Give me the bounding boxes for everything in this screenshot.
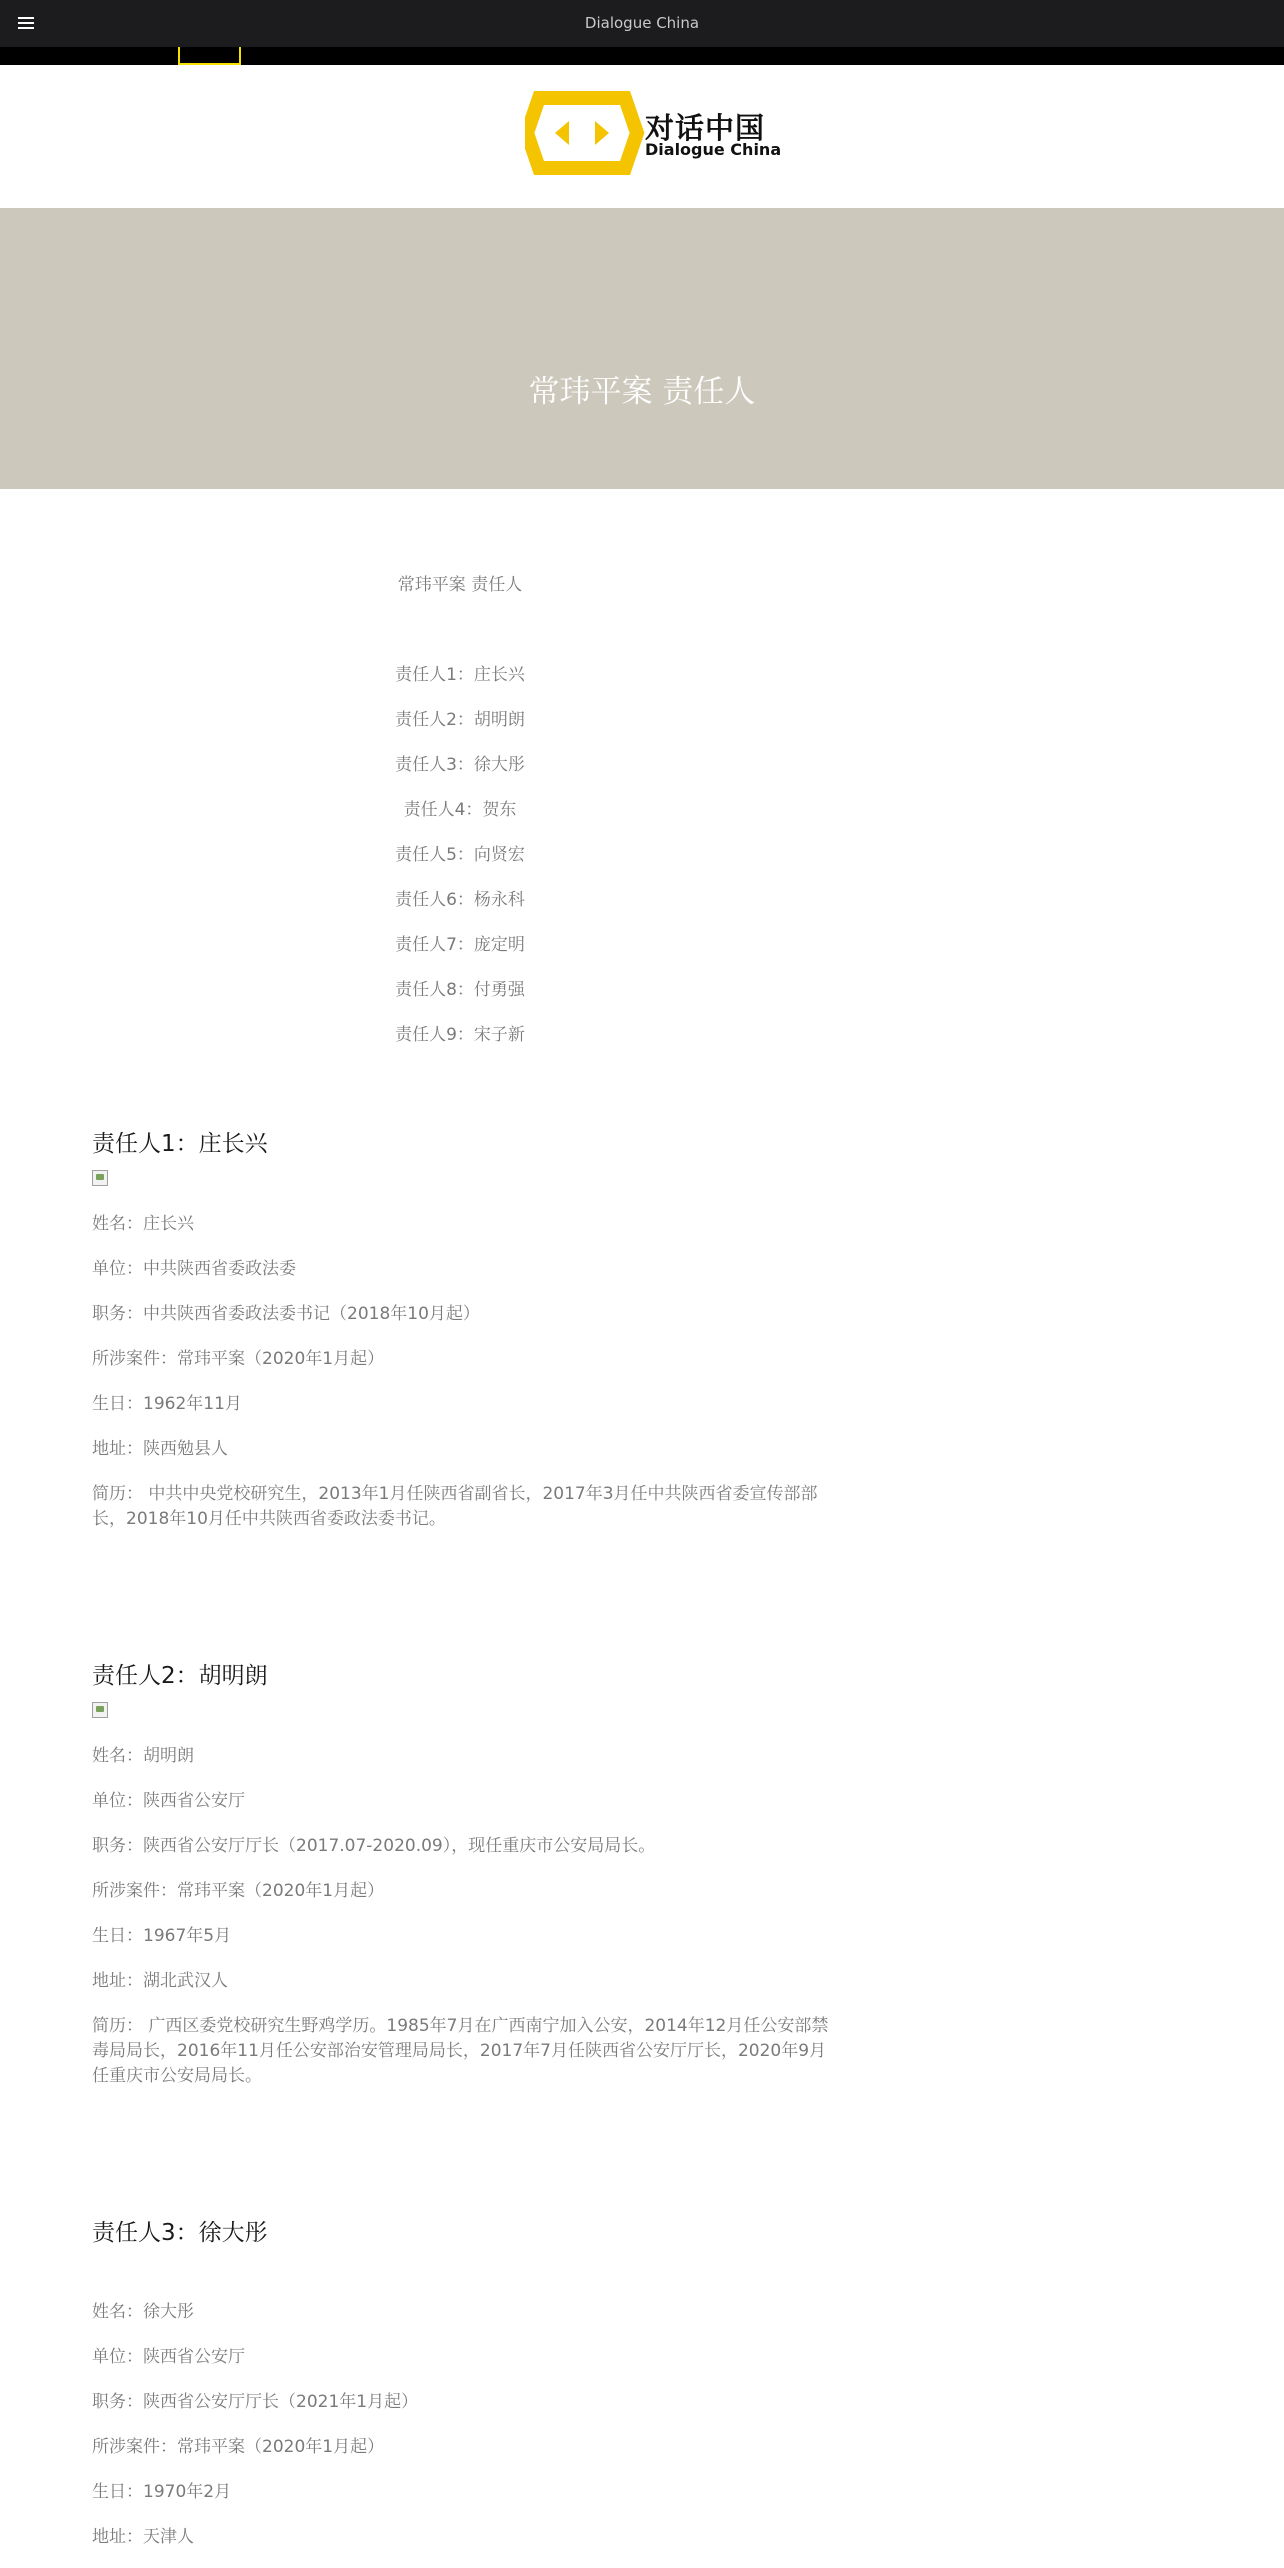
person-2-bio: 简历： 广西区委党校研究生野鸡学历。1985年7月在广西南宁加入公安，2014年12月任公安部禁毒局局长，2016年11月任公安部治安管理局局长，2017年7月任陕西省公安厅厅长，2020年9月任重庆市公安局局长。: [92, 2016, 829, 2086]
summary-list-item: 责任人9：宋子新: [395, 1025, 525, 1045]
summary-list-item: 责任人7：庞定明: [395, 935, 525, 955]
top-navigation-bar: [0, 0, 1284, 47]
summary-list-item: 责任人1：庄长兴: [395, 665, 525, 685]
summary-heading: 常玮平案 责任人: [397, 575, 523, 595]
person-1-birth: 生日：1962年11月: [92, 1394, 242, 1414]
person-1-name: 姓名：庄长兴: [92, 1214, 194, 1234]
person-3-birth: 生日：1970年2月: [92, 2482, 232, 2502]
person-3-position: 职务：陕西省公安厅厅长（2021年1月起）: [92, 2392, 419, 2412]
person-2-birth: 生日：1967年5月: [92, 1926, 232, 1946]
person-1-bio: 简历： 中共中央党校研究生，2013年1月任陕西省副省长，2017年3月任中共陕西省委宣传部部长，2018年10月任中共陕西省委政法委书记。: [92, 1484, 818, 1529]
person-2-position: 职务：陕西省公安厅厅长（2017.07-2020.09），现任重庆市公安局局长。: [92, 1836, 656, 1856]
summary-list-item: 责任人2：胡明朗: [395, 710, 525, 730]
logo-name-en: Dialogue China: [645, 140, 782, 159]
person-2-case: 所涉案件：常玮平案（2020年1月起）: [92, 1881, 385, 1901]
person-1-position: 职务：中共陕西省委政法委书记（2018年10月起）: [92, 1304, 480, 1324]
person-3-unit: 单位：陕西省公安厅: [92, 2347, 245, 2367]
hero-banner: [0, 208, 1284, 489]
person-1-case: 所涉案件：常玮平案（2020年1月起）: [92, 1349, 385, 1369]
active-tab-indicator[interactable]: [178, 47, 241, 65]
person-2-address: 地址：湖北武汉人: [92, 1971, 228, 1991]
person-3-name: 姓名：徐大彤: [92, 2302, 194, 2322]
person-3-case: 所涉案件：常玮平案（2020年1月起）: [92, 2437, 385, 2457]
person-2-unit: 单位：陕西省公安厅: [92, 1791, 245, 1811]
summary-list-item: 责任人5：向贤宏: [395, 845, 525, 865]
person-1-unit: 单位：中共陕西省委政法委: [92, 1259, 296, 1279]
hero-title: 常玮平案 责任人: [528, 374, 756, 410]
logo-name-cn: 对话中国: [645, 111, 766, 145]
site-title: Dialogue China: [584, 14, 700, 32]
broken-image-icon: [92, 1170, 108, 1186]
broken-image-icon: [92, 1702, 108, 1718]
person-3-address: 地址：天津人: [92, 2527, 194, 2547]
person-3-title: 责任人3：徐大彤: [92, 2220, 268, 2246]
person-2-title: 责任人2：胡明朗: [92, 1663, 268, 1689]
person-1-address: 地址：陕西勉县人: [92, 1439, 228, 1459]
person-1-title: 责任人1：庄长兴: [92, 1131, 268, 1157]
summary-list-item: 责任人4：贺东: [403, 800, 517, 820]
summary-list-item: 责任人3：徐大彤: [395, 755, 525, 775]
summary-list-item: 责任人8：付勇强: [395, 980, 525, 1000]
summary-list-item: 责任人6：杨永科: [395, 890, 525, 910]
person-2-name: 姓名：胡明朗: [92, 1746, 194, 1766]
